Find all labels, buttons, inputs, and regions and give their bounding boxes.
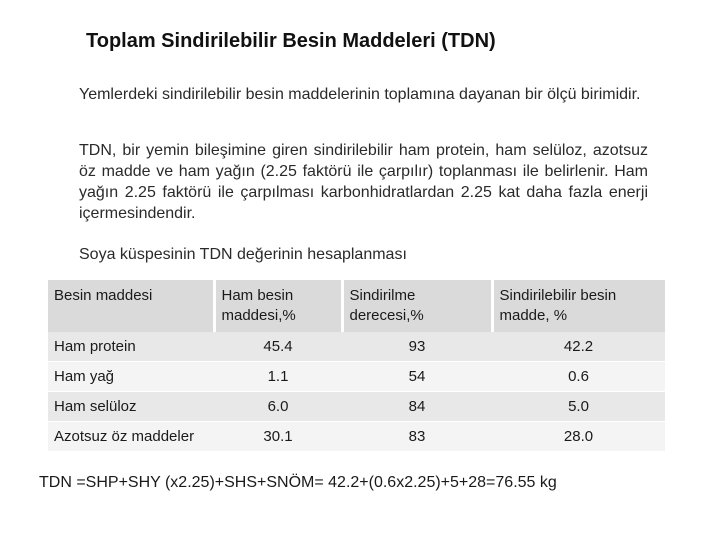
- header-digestible-content: Sindirilebilir besin madde, %: [492, 280, 665, 332]
- cell-raw: 1.1: [214, 362, 342, 392]
- header-raw-content: Ham besin maddesi,%: [214, 280, 342, 332]
- table-row: [48, 422, 665, 452]
- header-digestibility: Sindirilme derecesi,%: [342, 280, 492, 332]
- page-title: Toplam Sindirilebilir Besin Maddeleri (TDN): [86, 30, 496, 52]
- cell-digestibility: 54: [342, 362, 492, 392]
- cell-nutrient: Ham selüloz: [48, 392, 214, 422]
- cell-raw: 6.0: [214, 392, 342, 422]
- definition-paragraph: Yemlerdeki sindirilebilir besin maddelerinin toplamına dayanan bir ölçü birimidir.: [79, 86, 641, 103]
- cell-nutrient: Ham yağ: [48, 362, 214, 392]
- cell-digestibility: 84: [342, 392, 492, 422]
- tdn-formula: TDN =SHP+SHY (x2.25)+SHS+SNÖM= 42.2+(0.6x2.25)+5+28=76.55 kg: [39, 474, 557, 491]
- cell-nutrient: Azotsuz öz maddeler: [48, 422, 214, 452]
- cell-digestible: 0.6: [492, 362, 665, 392]
- table-row: [48, 392, 665, 422]
- cell-nutrient: Ham protein: [48, 332, 214, 362]
- nutrient-table: [48, 280, 665, 452]
- cell-digestibility: 83: [342, 422, 492, 452]
- header-nutrient: Besin maddesi: [48, 280, 214, 332]
- table-row: [48, 332, 665, 362]
- cell-raw: 45.4: [214, 332, 342, 362]
- cell-digestible: 28.0: [492, 422, 665, 452]
- cell-digestible: 42.2: [492, 332, 665, 362]
- cell-digestible: 5.0: [492, 392, 665, 422]
- table-header-row: [48, 280, 665, 332]
- table-caption: Soya küspesinin TDN değerinin hesaplanması: [79, 246, 407, 263]
- cell-raw: 30.1: [214, 422, 342, 452]
- table-row: [48, 362, 665, 392]
- cell-digestibility: 93: [342, 332, 492, 362]
- explanation-paragraph: TDN, bir yemin bileşimine giren sindirilebilir ham protein, ham selüloz, azotsuz öz madde ve ham yağın (2.25 faktörü ile çarpılır) toplanması ile belirlenir. Ham yağın 2.25 faktörü ile çarpılması karbonhidratlardan 2.25 kat daha fazla enerji içermesindendir.: [79, 142, 648, 222]
